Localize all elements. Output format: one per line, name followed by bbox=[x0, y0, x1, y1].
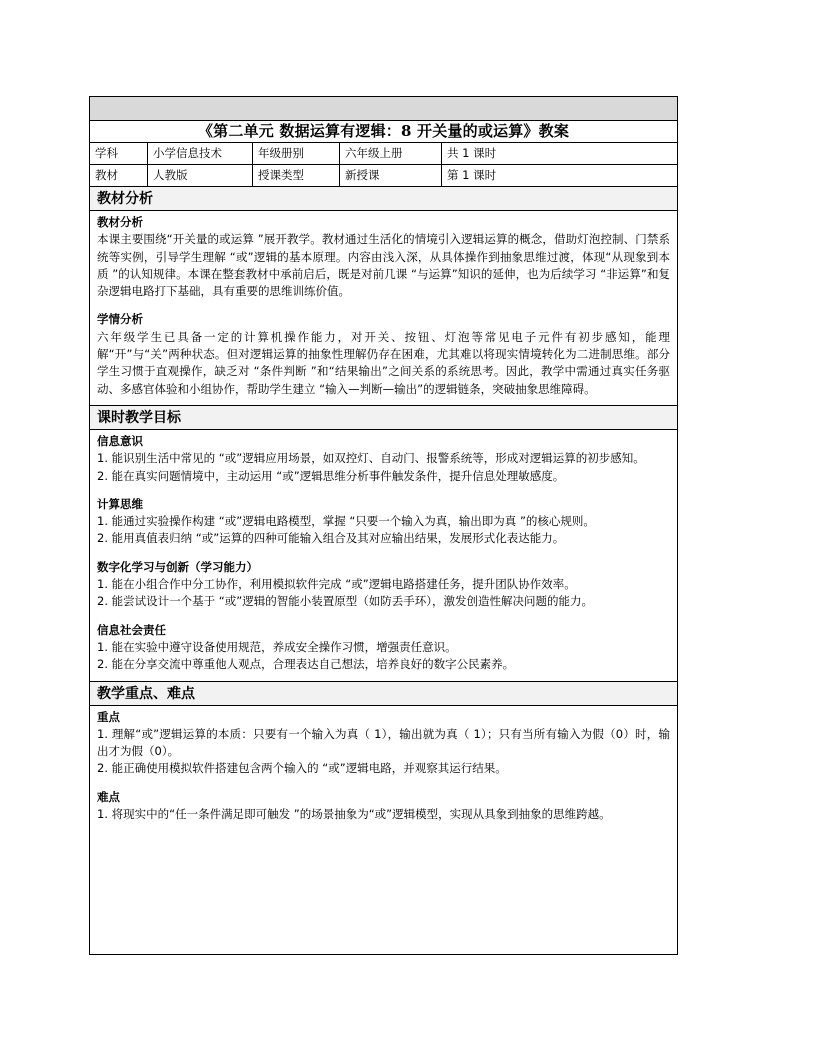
info-cell: 第 1 课时 bbox=[447, 168, 497, 182]
info-row-subject bbox=[90, 143, 677, 165]
subsection-heading: 难点 bbox=[97, 789, 120, 804]
info-cell: 人教版 bbox=[148, 165, 253, 186]
subsection-heading: 教材分析 bbox=[97, 215, 143, 229]
list-item: 2. 能尝试设计一个基于 “或”逻辑的智能小装置原型（如防丢手环），激发创造性解决问题的能力。 bbox=[97, 594, 593, 609]
section-heading: 课时教学目标 bbox=[90, 406, 677, 430]
list-item: 2. 能正确使用模拟软件搭建包含两个输入的 “或”逻辑电路，并观察其运行结果。 bbox=[97, 761, 507, 776]
subsection-heading: 重点 bbox=[97, 709, 120, 724]
list-item: 1. 能在实验中遵守设备使用规范，养成安全操作习惯，增强责任意识。 bbox=[97, 639, 457, 654]
info-cell: 授课类型 bbox=[253, 165, 340, 186]
title-band bbox=[90, 97, 677, 121]
info-cell: 共 1 课时 bbox=[447, 146, 497, 160]
info-cell: 新授课 bbox=[340, 165, 442, 186]
subsection-heading: 学情分析 bbox=[97, 312, 143, 327]
section-heading: 教学重点、难点 bbox=[90, 682, 677, 706]
subsection-heading: 信息社会责任 bbox=[97, 622, 166, 637]
info-cell: 六年级上册 bbox=[340, 143, 442, 164]
document-title: 《第二单元 数据运算有逻辑：8 开关量的或运算》教案 bbox=[90, 121, 677, 143]
list-item: 1. 理解“或”逻辑运算的本质：只要有一个输入为真（ 1），输出就为真（ 1）；只有当所有输入为假（0）时，输出才为假（0）。 bbox=[97, 726, 670, 759]
section-heading: 教材分析 bbox=[90, 187, 677, 211]
list-item: 1. 能识别生活中常见的 “或”逻辑应用场景，如双控灯、自动门、报警系统等，形成对逻辑运算的初步感知。 bbox=[97, 451, 645, 466]
section-body bbox=[90, 211, 677, 405]
subsection-heading: 数字化学习与创新（学习能力） bbox=[97, 559, 258, 574]
list-item: 1. 能在小组合作中分工协作，利用模拟软件完成 “或”逻辑电路搭建任务，提升团队协作效率。 bbox=[97, 577, 576, 592]
info-row-textbook bbox=[90, 165, 677, 187]
info-cell: 年级册别 bbox=[253, 143, 340, 164]
list-item: 1. 将现实中的“任一条件满足即可触发 ”的场景抽象为“或”逻辑模型，实现从具象到抽象的思维跨越。 bbox=[97, 807, 611, 822]
subsection-heading: 信息意识 bbox=[97, 433, 143, 448]
list-item: 2. 能在真实问题情境中，主动运用 “或”逻辑思维分析事件触发条件，提升信息处理敏感度。 bbox=[97, 468, 565, 483]
info-cell: 小学信息技术 bbox=[148, 143, 253, 164]
info-cell: 教材 bbox=[90, 165, 148, 186]
list-item: 2. 能用真值表归纳 “或”运算的四种可能输入组合及其对应输出结果，发展形式化表达能力。 bbox=[97, 531, 565, 546]
paragraph: 六年级学生已具备一定的计算机操作能力，对开关、按钮、灯泡等常见电子元件有初步感知，能理解“开”与“关”两种状态。但对逻辑运算的抽象性理解仍存在困难，尤其难以将现实情境转化为二进制思维。部分学生习惯于直观操作，缺乏对 “条件判断 ”和“结果输出”之间关系的系统思考。因此，教学中需通过真实任务驱动、多感官体验和小组协作，帮助学生建立 “输入—判断—输出”的逻辑链条，突破抽象思维障碍。 bbox=[97, 329, 670, 396]
section-body bbox=[90, 430, 677, 681]
info-cell: 学科 bbox=[90, 143, 148, 164]
list-item: 1. 能通过实验操作构建 “或”逻辑电路模型，掌握 “只要一个输入为真，输出即为真 ”的核心规则。 bbox=[97, 514, 595, 529]
list-item: 2. 能在分享交流中尊重他人观点，合理表达自己想法，培养良好的数字公民素养。 bbox=[97, 657, 515, 672]
subsection-heading: 计算思维 bbox=[97, 496, 143, 511]
paragraph: 本课主要围绕“开关量的或运算 ”展开教学。教材通过生活化的情境引入逻辑运算的概念，借助灯泡控制、门禁系统等实例，引导学生理解 “或”逻辑的基本原理。内容由浅入深，从具体操作到抽象思维过渡，体现“从现象到本质 ”的认知规律。本课在整套教材中承前启后，既是对前几课 “与运算”知识的延伸，也为后续学习 “非运算”和复杂逻辑电路打下基础，具有重要的思维训练价值。 bbox=[97, 232, 670, 299]
section-body bbox=[90, 706, 677, 831]
lesson-plan-table bbox=[89, 96, 678, 955]
